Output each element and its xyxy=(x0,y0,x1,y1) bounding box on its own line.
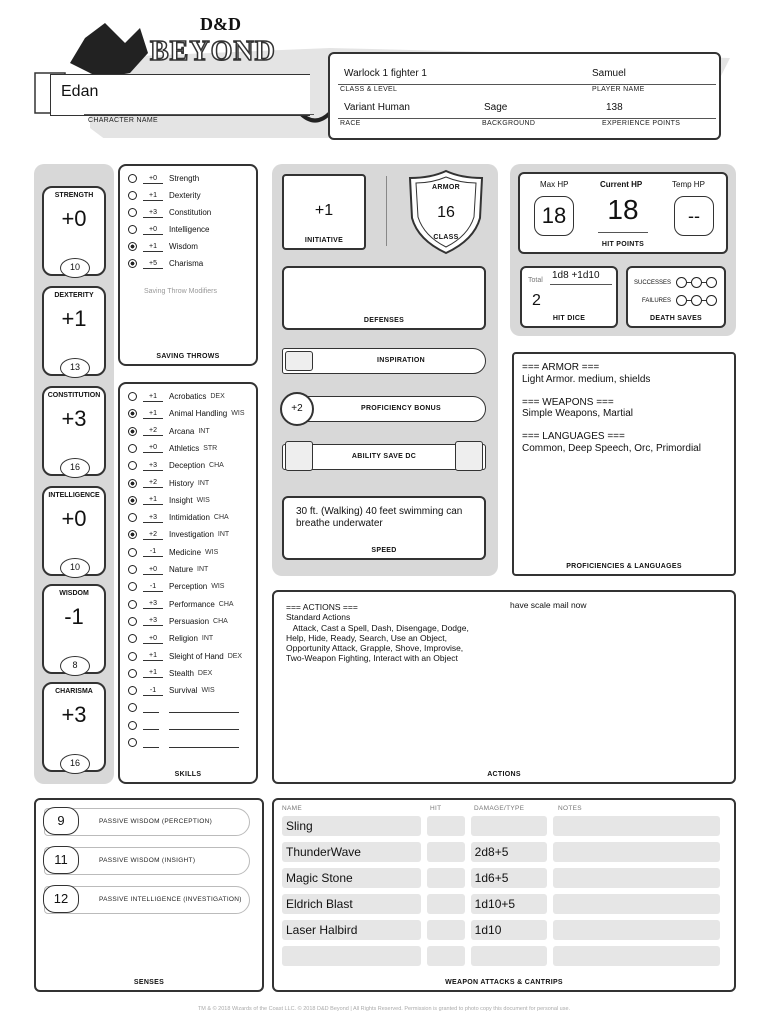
xp-value[interactable]: 138 xyxy=(606,102,623,113)
attack-hit xyxy=(427,816,464,836)
success-check[interactable] xyxy=(706,277,717,288)
skill-ability: WIS xyxy=(211,583,225,591)
ability-strength[interactable] xyxy=(42,186,106,276)
xp-label: EXPERIENCE POINTS xyxy=(602,120,681,127)
action-line: Standard Actions xyxy=(286,612,351,623)
proficiencies-panel[interactable] xyxy=(512,352,736,576)
senses-panel xyxy=(34,798,264,992)
skill-ability: INT xyxy=(217,531,230,539)
attack-hit xyxy=(427,842,464,862)
attack-row[interactable] xyxy=(282,946,726,968)
ability-modifier: +1 xyxy=(61,306,87,331)
skill-mod: +0 xyxy=(143,443,163,453)
background-label: BACKGROUND xyxy=(482,120,536,127)
attack-damage: 1d10 xyxy=(471,920,548,940)
ability-score: 16 xyxy=(60,754,90,774)
skill-ability: DEX xyxy=(197,669,213,677)
skill-row[interactable] xyxy=(128,388,256,405)
speed-label: SPEED xyxy=(371,547,397,554)
temp-hp-label: Temp HP xyxy=(672,180,705,189)
failure-check[interactable] xyxy=(706,295,717,306)
save-proficiency-marker[interactable] xyxy=(128,259,137,268)
skill-proficiency-marker[interactable] xyxy=(128,738,137,747)
save-mod: +0 xyxy=(143,174,163,184)
initiative-box[interactable] xyxy=(282,174,366,250)
class-level-line xyxy=(338,84,588,85)
skill-row[interactable] xyxy=(128,544,256,561)
proficiency-label: PROFICIENCY BONUS xyxy=(360,405,442,412)
hit-dice-box[interactable] xyxy=(520,266,618,328)
save-row[interactable] xyxy=(120,170,256,187)
skill-row[interactable] xyxy=(128,665,256,682)
save-name: Charisma xyxy=(169,259,204,268)
hit-points-label: HIT POINTS xyxy=(601,241,645,248)
skill-proficiency-marker[interactable] xyxy=(128,513,137,522)
action-line: Attack, Cast a Spell, Dash, Disengage, Dodge, xyxy=(286,622,469,633)
skill-name: Insight xyxy=(169,495,193,505)
skill-row[interactable] xyxy=(128,648,256,665)
speed-box[interactable] xyxy=(282,496,486,560)
save-mod: +0 xyxy=(143,225,163,235)
action-line: Opportunity Attack, Grapple, Shove, Improvise, xyxy=(286,643,464,654)
save-dc-label: ABILITY SAVE DC xyxy=(351,453,417,460)
attack-name: ThunderWave xyxy=(282,842,421,862)
action-line: === ACTIONS === xyxy=(286,602,358,612)
skill-name: Animal Handling xyxy=(169,409,228,419)
character-name-value: Edan xyxy=(61,83,99,100)
save-dc-right-cap xyxy=(455,441,483,471)
skill-ability: INT xyxy=(197,566,209,573)
skill-ability: DEX xyxy=(227,652,243,660)
skill-proficiency-marker[interactable] xyxy=(128,427,137,436)
player-name-label: PLAYER NAME xyxy=(592,86,645,93)
skill-ability: CHA xyxy=(218,600,234,608)
attack-hit xyxy=(427,868,464,888)
brand-top: D&D xyxy=(200,14,241,34)
skill-proficiency-marker[interactable] xyxy=(128,444,137,453)
attack-notes xyxy=(553,894,720,914)
armor-class-bottom-label: CLASS xyxy=(433,234,459,241)
death-saves-failures-label: FAILURES xyxy=(642,298,672,304)
skill-name: History xyxy=(169,478,194,488)
max-hp-label: Max HP xyxy=(540,180,569,189)
proficiency-line: === ARMOR === xyxy=(522,362,600,373)
skill-ability: INT xyxy=(201,635,214,643)
attack-notes xyxy=(553,816,720,836)
combat-panel xyxy=(272,164,498,576)
player-name-value[interactable]: Samuel xyxy=(592,68,626,79)
skill-mod: +1 xyxy=(143,392,163,402)
hit-points-box xyxy=(518,172,728,254)
skill-mod: +1 xyxy=(143,409,163,419)
attack-name xyxy=(282,946,421,966)
attack-damage: 1d6+5 xyxy=(471,868,548,888)
skill-proficiency-marker[interactable] xyxy=(128,703,137,712)
actions-panel[interactable] xyxy=(272,590,736,784)
save-dc-bar[interactable] xyxy=(282,444,486,470)
skill-proficiency-marker[interactable] xyxy=(128,479,137,488)
custom-skill-row[interactable] xyxy=(128,734,256,751)
save-proficiency-marker[interactable] xyxy=(128,225,137,234)
save-name: Wisdom xyxy=(169,242,198,251)
saving-throws-panel xyxy=(118,164,258,366)
save-dc-left-cap xyxy=(285,441,313,471)
attacks-label: WEAPON ATTACKS & CANTRIPS xyxy=(445,979,563,986)
skill-name: Nature xyxy=(169,565,194,574)
attack-damage xyxy=(471,946,548,966)
death-saves-box xyxy=(626,266,726,328)
skill-row[interactable] xyxy=(128,596,256,613)
inspiration-label: INSPIRATION xyxy=(377,357,425,364)
skills-title: SKILLS xyxy=(174,771,202,778)
save-name: Intelligence xyxy=(169,225,210,234)
death-saves-successes-label: SUCCESSES xyxy=(634,280,672,286)
custom-skill-name[interactable] xyxy=(169,738,239,748)
skill-mod: -1 xyxy=(143,547,163,557)
attack-damage xyxy=(471,816,548,836)
skill-ability: CHA xyxy=(213,617,228,625)
death-saves-label: DEATH SAVES xyxy=(649,315,703,322)
attack-notes xyxy=(553,842,720,862)
skill-row[interactable] xyxy=(128,440,256,457)
ability-dexterity[interactable] xyxy=(42,286,106,376)
custom-skill-mod[interactable] xyxy=(143,703,159,713)
custom-skill-mod[interactable] xyxy=(143,738,159,748)
skill-proficiency-marker[interactable] xyxy=(128,669,137,678)
actions-text xyxy=(286,602,516,664)
initiative-label: INITIATIVE xyxy=(304,237,344,244)
proficiency-value: +2 xyxy=(280,392,314,426)
attack-hit xyxy=(427,894,464,914)
skill-mod: +2 xyxy=(143,426,163,436)
save-row[interactable] xyxy=(120,204,256,221)
skill-mod: +1 xyxy=(143,651,163,661)
save-name: Constitution xyxy=(169,208,212,217)
skill-name: Persuasion xyxy=(169,616,210,626)
skill-proficiency-marker[interactable] xyxy=(128,496,137,505)
hp-panel xyxy=(510,164,736,336)
skill-name: Medicine xyxy=(169,547,202,557)
class-level-label: CLASS & LEVEL xyxy=(340,86,398,93)
hit-dice-total-label: Total xyxy=(528,277,543,284)
sense-name: PASSIVE WISDOM (INSIGHT) xyxy=(99,857,196,864)
success-check[interactable] xyxy=(676,277,687,288)
skill-proficiency-marker[interactable] xyxy=(128,652,137,661)
success-check[interactable] xyxy=(691,277,702,288)
saving-throw-modifiers-label: Saving Throw Modifiers xyxy=(144,288,218,295)
proficiency-line: Common, Deep Speech, Orc, Primordial xyxy=(522,442,701,454)
skill-ability: STR xyxy=(203,444,218,452)
skill-name: Sleight of Hand xyxy=(169,651,224,661)
race-value[interactable]: Variant Human xyxy=(344,102,410,113)
skill-mod: +1 xyxy=(143,495,163,505)
proficiency-line xyxy=(522,420,728,432)
skill-row[interactable] xyxy=(128,492,256,509)
sense-row xyxy=(44,886,250,914)
ability-score: 16 xyxy=(60,458,90,478)
defenses-box[interactable] xyxy=(282,266,486,330)
class-level-value[interactable]: Warlock 1 fighter 1 xyxy=(344,68,427,79)
failure-check[interactable] xyxy=(691,295,702,306)
actions-note: have scale mail now xyxy=(510,600,587,610)
save-mod: +5 xyxy=(143,259,163,269)
ability-modifier: -1 xyxy=(64,604,84,629)
skill-row[interactable] xyxy=(128,405,256,422)
skill-name: Stealth xyxy=(169,668,194,678)
divider xyxy=(386,176,387,246)
hit-dice-total-line xyxy=(550,284,612,285)
senses-label: SENSES xyxy=(133,979,165,986)
skill-name: Acrobatics xyxy=(169,392,207,401)
failure-check[interactable] xyxy=(676,295,687,306)
skill-row[interactable] xyxy=(128,509,256,526)
footer-legal: TM & © 2018 Wizards of the Coast LLC. © 2018 D&D Beyond | All Rights Reserved. Permission is granted to photo copy this document for personal use. xyxy=(197,1006,571,1012)
skill-proficiency-marker[interactable] xyxy=(128,686,137,695)
ability-name: CHARISMA xyxy=(55,688,93,695)
sense-row xyxy=(44,808,250,836)
abilities-column xyxy=(34,164,114,784)
save-row[interactable] xyxy=(120,187,256,204)
sense-name: PASSIVE INTELLIGENCE (INVESTIGATION) xyxy=(99,896,242,903)
attack-name: Sling xyxy=(282,816,421,836)
ability-score: 8 xyxy=(60,656,90,676)
attack-name: Laser Halbird xyxy=(282,920,421,940)
attack-notes xyxy=(553,946,720,966)
skill-mod: +3 xyxy=(143,513,163,523)
skill-row[interactable] xyxy=(128,613,256,630)
skill-mod: +1 xyxy=(143,668,163,678)
custom-skill-row[interactable] xyxy=(128,717,256,734)
header xyxy=(0,0,768,150)
skill-proficiency-marker[interactable] xyxy=(128,617,137,626)
attack-damage: 1d10+5 xyxy=(471,894,548,914)
ability-modifier: +3 xyxy=(61,702,87,727)
proficiencies-text xyxy=(522,362,728,454)
sense-value: 11 xyxy=(43,846,79,874)
attacks-col-damage: DAMAGE/TYPE xyxy=(474,805,525,812)
skill-name: Survival xyxy=(169,686,198,696)
skill-name: Religion xyxy=(169,634,198,644)
sense-row xyxy=(44,847,250,875)
attack-hit xyxy=(427,920,464,940)
action-line: Help, Hide, Ready, Search, Use an Object, xyxy=(286,632,447,643)
skill-proficiency-marker[interactable] xyxy=(128,409,137,418)
proficiency-line: Simple Weapons, Martial xyxy=(522,408,633,419)
skill-mod: +2 xyxy=(143,478,163,488)
ability-modifier: +3 xyxy=(61,406,87,431)
character-name-field[interactable] xyxy=(50,74,310,116)
attacks-col-name: NAME xyxy=(282,805,302,812)
ability-modifier: +0 xyxy=(61,506,87,531)
skill-ability: INT xyxy=(197,479,210,487)
armor-class-top-label: ARMOR xyxy=(432,184,460,191)
ability-score: 10 xyxy=(60,258,90,278)
skill-mod: -1 xyxy=(143,582,163,592)
save-row[interactable] xyxy=(120,221,256,238)
hit-dice-label: HIT DICE xyxy=(552,315,586,322)
race-label: RACE xyxy=(340,120,361,127)
skill-name: Performance xyxy=(169,599,215,609)
hit-dice-total-value: 1d8 +1d10 xyxy=(552,270,600,281)
attack-row[interactable] xyxy=(282,868,726,890)
current-hp-line xyxy=(598,232,648,233)
defenses-label: DEFENSES xyxy=(363,317,405,324)
save-proficiency-marker[interactable] xyxy=(128,242,137,251)
ability-charisma[interactable] xyxy=(42,682,106,772)
skill-row[interactable] xyxy=(128,475,256,492)
skills-list xyxy=(128,388,256,758)
save-mod: +1 xyxy=(143,191,163,201)
player-name-line xyxy=(588,84,716,85)
save-name: Strength xyxy=(169,174,200,183)
background-value[interactable]: Sage xyxy=(484,102,508,113)
skill-name: Intimidation xyxy=(169,513,210,523)
skill-ability: WIS xyxy=(201,687,215,695)
skill-proficiency-marker[interactable] xyxy=(128,565,137,574)
current-hp-value[interactable]: 18 xyxy=(607,194,639,225)
skill-proficiency-marker[interactable] xyxy=(128,721,137,730)
failure-checks xyxy=(676,295,717,306)
save-proficiency-marker[interactable] xyxy=(128,208,137,217)
skill-mod: +0 xyxy=(143,634,163,644)
attacks-col-hit: HIT xyxy=(430,805,442,812)
attack-row[interactable] xyxy=(282,816,726,838)
action-line: Two-Weapon Fighting, Interact with an Object xyxy=(286,653,458,664)
attack-notes xyxy=(553,868,720,888)
skill-mod: +3 xyxy=(143,599,163,609)
ability-modifier: +0 xyxy=(61,206,87,231)
attack-row[interactable] xyxy=(282,920,726,942)
attacks-col-notes: NOTES xyxy=(558,805,582,812)
custom-skill-row[interactable] xyxy=(128,699,256,716)
attack-row[interactable] xyxy=(282,894,726,916)
skill-proficiency-marker[interactable] xyxy=(128,600,137,609)
skill-ability: WIS xyxy=(205,548,219,556)
save-row[interactable] xyxy=(120,238,256,255)
skills-panel xyxy=(118,382,258,784)
ability-name: DEXTERITY xyxy=(54,292,94,299)
attack-row[interactable] xyxy=(282,842,726,864)
skill-proficiency-marker[interactable] xyxy=(128,392,137,401)
character-name-line xyxy=(84,114,314,115)
save-mod: +1 xyxy=(143,242,163,252)
hit-dice-value: 2 xyxy=(532,292,541,309)
skill-proficiency-marker[interactable] xyxy=(128,530,137,539)
inspiration-bar[interactable] xyxy=(282,348,486,374)
info-panel xyxy=(328,52,721,140)
sense-name: PASSIVE WISDOM (PERCEPTION) xyxy=(99,818,213,825)
proficiencies-label: PROFICIENCIES & LANGUAGES xyxy=(566,563,682,570)
race-line xyxy=(338,118,716,119)
skill-name: Deception xyxy=(169,461,206,471)
ability-score: 13 xyxy=(60,358,90,378)
skill-proficiency-marker[interactable] xyxy=(128,634,137,643)
temp-hp-value[interactable]: -- xyxy=(674,196,714,236)
proficiency-line: === WEAPONS === xyxy=(522,396,614,408)
ability-name: CONSTITUTION xyxy=(47,392,101,399)
skill-ability: WIS xyxy=(196,496,210,504)
skill-name: Athletics xyxy=(169,443,200,453)
skill-proficiency-marker[interactable] xyxy=(128,461,137,470)
actions-label: ACTIONS xyxy=(487,771,521,778)
skill-proficiency-marker[interactable] xyxy=(128,582,137,591)
ability-wisdom[interactable] xyxy=(42,584,106,674)
proficiency-line: === LANGUAGES === xyxy=(522,431,625,442)
skill-row[interactable] xyxy=(128,526,256,543)
sense-value: 9 xyxy=(43,807,79,835)
initiative-value: +1 xyxy=(314,202,334,219)
custom-skill-name[interactable] xyxy=(169,703,239,713)
attacks-panel xyxy=(272,798,736,992)
save-proficiency-marker[interactable] xyxy=(128,174,137,183)
ability-score: 10 xyxy=(60,558,90,578)
skill-row[interactable] xyxy=(128,423,256,440)
sense-value: 12 xyxy=(43,885,79,913)
save-name: Dexterity xyxy=(169,191,201,200)
ability-name: WISDOM xyxy=(59,590,89,597)
custom-skill-mod[interactable] xyxy=(143,720,159,730)
proficiency-line xyxy=(522,385,728,397)
skill-ability: WIS xyxy=(231,410,245,418)
skill-mod: +3 xyxy=(143,461,163,471)
skill-name: Investigation xyxy=(169,530,214,540)
skill-proficiency-marker[interactable] xyxy=(128,548,137,557)
custom-skill-name[interactable] xyxy=(169,720,239,730)
armor-class-value[interactable]: 16 xyxy=(437,204,455,221)
proficiency-line: Light Armor. medium, shields xyxy=(522,373,651,385)
skill-row[interactable] xyxy=(128,561,256,578)
save-row[interactable] xyxy=(120,255,256,272)
skill-row[interactable] xyxy=(128,578,256,595)
skill-name: Perception xyxy=(169,582,208,592)
max-hp-value[interactable]: 18 xyxy=(534,196,574,236)
inspiration-toggle[interactable] xyxy=(285,351,313,371)
attack-hit xyxy=(427,946,464,966)
skill-mod: +2 xyxy=(143,530,163,540)
skill-ability: INT xyxy=(198,427,210,435)
current-hp-label: Current HP xyxy=(600,180,643,189)
attack-name: Magic Stone xyxy=(282,868,421,888)
attack-notes xyxy=(553,920,720,940)
character-name-label: CHARACTER NAME xyxy=(88,117,158,124)
skill-mod: -1 xyxy=(143,686,163,696)
skill-ability: DEX xyxy=(210,393,225,400)
skill-row[interactable] xyxy=(128,630,256,647)
skill-ability: CHA xyxy=(213,514,229,522)
attack-name: Eldrich Blast xyxy=(282,894,421,914)
speed-value: 30 ft. (Walking) 40 feet swimming can breathe underwater xyxy=(296,506,463,529)
skill-mod: +0 xyxy=(143,565,163,575)
skill-row[interactable] xyxy=(128,682,256,699)
ability-name: STRENGTH xyxy=(54,192,94,199)
success-checks xyxy=(676,277,717,288)
ability-name: INTELLIGENCE xyxy=(48,492,100,499)
skill-row[interactable] xyxy=(128,457,256,474)
skill-ability: CHA xyxy=(209,462,224,470)
brand-logo: BEYOND xyxy=(150,36,276,67)
attack-damage: 2d8+5 xyxy=(471,842,548,862)
ability-constitution[interactable] xyxy=(42,386,106,476)
save-proficiency-marker[interactable] xyxy=(128,191,137,200)
saving-throws-title: SAVING THROWS xyxy=(156,353,220,360)
skill-name: Arcana xyxy=(169,426,195,436)
save-mod: +3 xyxy=(143,208,163,218)
skill-mod: +3 xyxy=(143,616,163,626)
ability-intelligence[interactable] xyxy=(42,486,106,576)
